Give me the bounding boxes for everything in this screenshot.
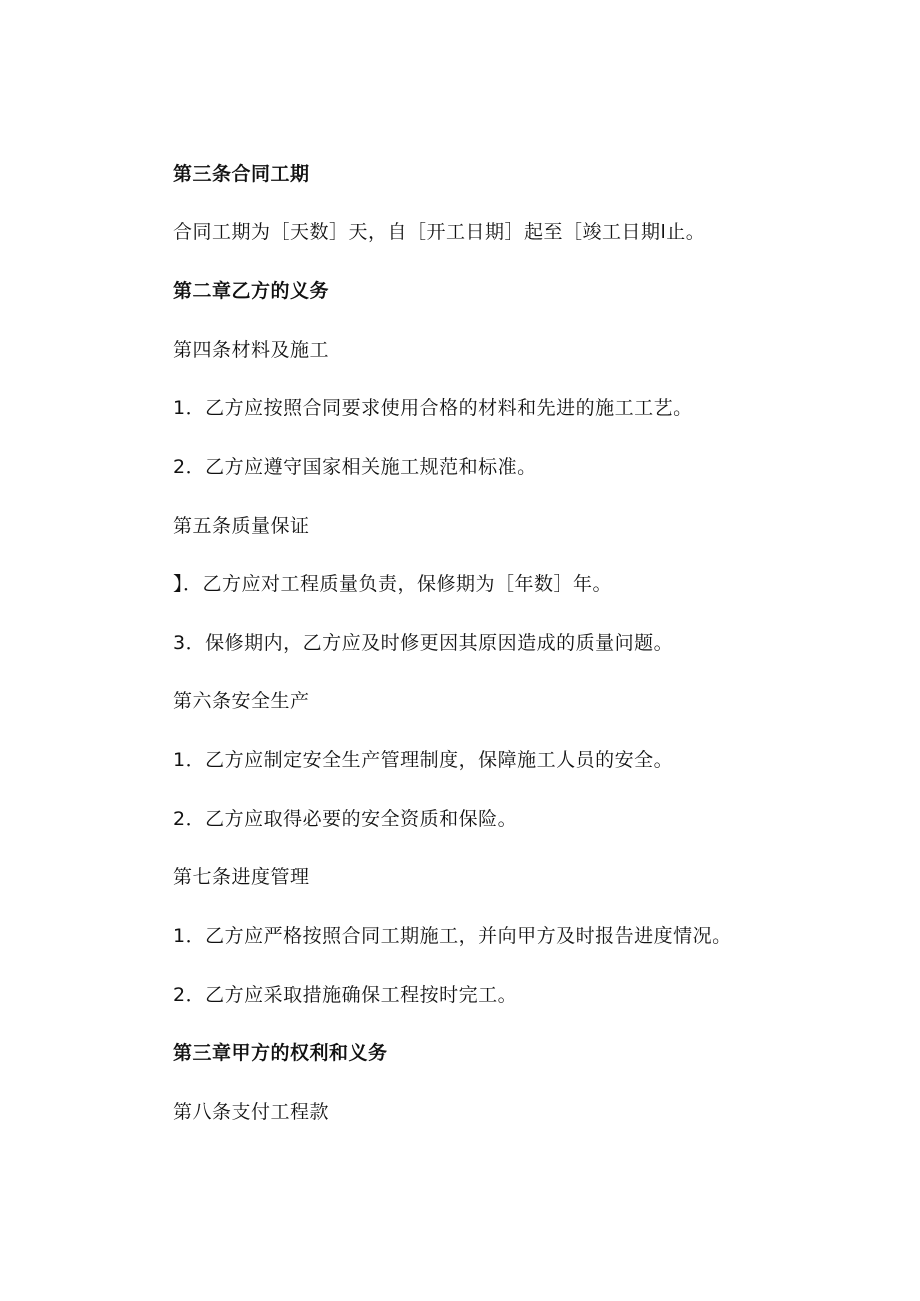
- article-7-item-2: 2．乙方应采取措施确保工程按时完工。: [173, 984, 518, 1006]
- article-4-item-2: 2．乙方应遵守国家相关施工规范和标准。: [173, 456, 537, 478]
- article-6-heading: 第六条安全生产: [173, 690, 310, 712]
- article-4-heading: 第四条材料及施工: [173, 339, 330, 361]
- chapter-2-heading: 第二章乙方的义务: [173, 280, 330, 302]
- article-3-heading: 第三条合同工期: [173, 163, 310, 185]
- article-7-heading: 第七条进度管理: [173, 866, 310, 888]
- article-5-item-2: 3．保修期内，乙方应及时修更因其原因造成的质量问题。: [173, 632, 674, 654]
- article-8-heading: 第八条支付工程款: [173, 1101, 330, 1123]
- article-6-item-1: 1．乙方应制定安全生产管理制度，保障施工人员的安全。: [173, 749, 674, 771]
- article-4-item-1: 1．乙方应按照合同要求使用合格的材料和先进的施工工艺。: [173, 397, 693, 419]
- article-5-heading: 第五条质量保证: [173, 515, 310, 537]
- chapter-3-heading: 第三章甲方的权利和义务: [173, 1042, 388, 1064]
- article-7-item-1: 1．乙方应严格按照合同工期施工，并向甲方及时报告进度情况。: [173, 925, 732, 947]
- contract-period-text: 合同工期为［天数］天，自［开工日期］起至［竣工日期l止。: [173, 221, 706, 243]
- article-5-item-1: 】．乙方应对工程质量负责，保修期为［年数］年。: [173, 573, 613, 595]
- article-6-item-2: 2．乙方应取得必要的安全资质和保险。: [173, 808, 518, 830]
